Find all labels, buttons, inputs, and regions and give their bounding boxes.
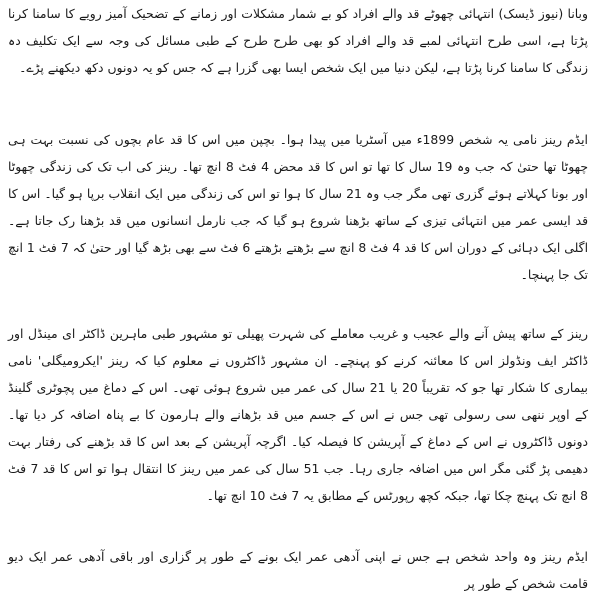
article-paragraph-childhood: ایڈم رینز نامی یہ شخص 1899ء میں آسٹریا میں پیدا ہوا۔ بچپن میں اس کا قد عام بچوں کی نسبت بہت ہی چھوٹا تھا حتیٰ کہ جب وہ 19 سال کا تھا تو اس کا قد محض 4 فٹ 8 انچ تھا۔ رینز کی اب تک کی زندگی چھوٹا اور بونا کہلاتے ہوئے گزری تھی مگر جب وہ 21 سال کا ہوا تو اس کی زندگی میں ایک انقلاب برپا ہو گیا۔ اس کا قد ایسی عمر میں انتہائی تیزی کے ساتھ بڑھنا شروع ہو گیا کہ جب نارمل انسانوں میں قد بڑھنا رک جاتا ہے۔ اگلی ایک دہائی کے دوران اس کا قد 4 فٹ 8 انچ سے بڑھتے بڑھتے 6 فٹ سے بھی بڑھ گیا اور حتیٰ کہ 7 فٹ 1 انچ تک جا پہنچا۔ xyxy=(8,132,589,282)
article-paragraph-diagnosis: رینز کے ساتھ پیش آنے والے عجیب و غریب معاملے کی شہرت پھیلی تو مشہور طبی ماہرین ڈاکٹر ای مینڈل اور ڈاکٹر ایف ونڈولز اس کا معائنہ کرنے کو پہنچے۔ ان مشہور ڈاکٹروں نے معلوم کیا کہ رینز 'ایکرومیگلی' نامی بیماری کا شکار تھا جو کہ تقریباً 20 یا 21 سال کی عمر میں شروع ہوئی تھی۔ اس کے دماغ میں پچوٹری گلینڈ کے اوپر ننھی سی رسولی تھی جس نے اس کے جسم میں قد بڑھانے والے ہارمون کا بے پناہ اضافہ کر دیا تھا۔ دونوں ڈاکٹروں نے اس کے دماغ کے آپریشن کا فیصلہ کیا۔ اگرچہ آپریشن کے بعد اس کا قد بڑھنے کی رفتار بہت دھیمی پڑ گئی مگر اس میں اضافہ جاری رہا۔ جب 51 سال کی عمر میں رینز کا انتقال ہوا تو اس کا قد 7 فٹ 8 انچ تک پہنچ چکا تھا، جبکہ کچھ رپورٹس کے مطابق یہ 7 فٹ 10 انچ تھا۔ xyxy=(8,326,588,503)
article-paragraph-conclusion: ایڈم رینز وہ واحد شخص ہے جس نے اپنی آدھی عمر ایک بونے کے طور پر گزاری اور باقی آدھی عمر ایک دیو قامت شخص کے طور پر xyxy=(8,549,588,591)
article-paragraph-intro: وبانا (نیوز ڈیسک) انتہائی چھوٹے قد والے افراد کو بے شمار مشکلات اور زمانے کے تضحیک آمیز رویے کا سامنا کرنا پڑتا ہے، اسی طرح انتہائی لمبے قد والے افراد کو بھی طرح طرح کے طبی مسائل کی وجہ سے ایک تکلیف دہ زندگی کا سامنا کرنا پڑتا ہے، لیکن دنیا میں ایک شخص ایسا بھی گزرا ہے کہ جس کو یہ دونوں دکھ دیکھنے پڑے۔ xyxy=(8,6,588,75)
